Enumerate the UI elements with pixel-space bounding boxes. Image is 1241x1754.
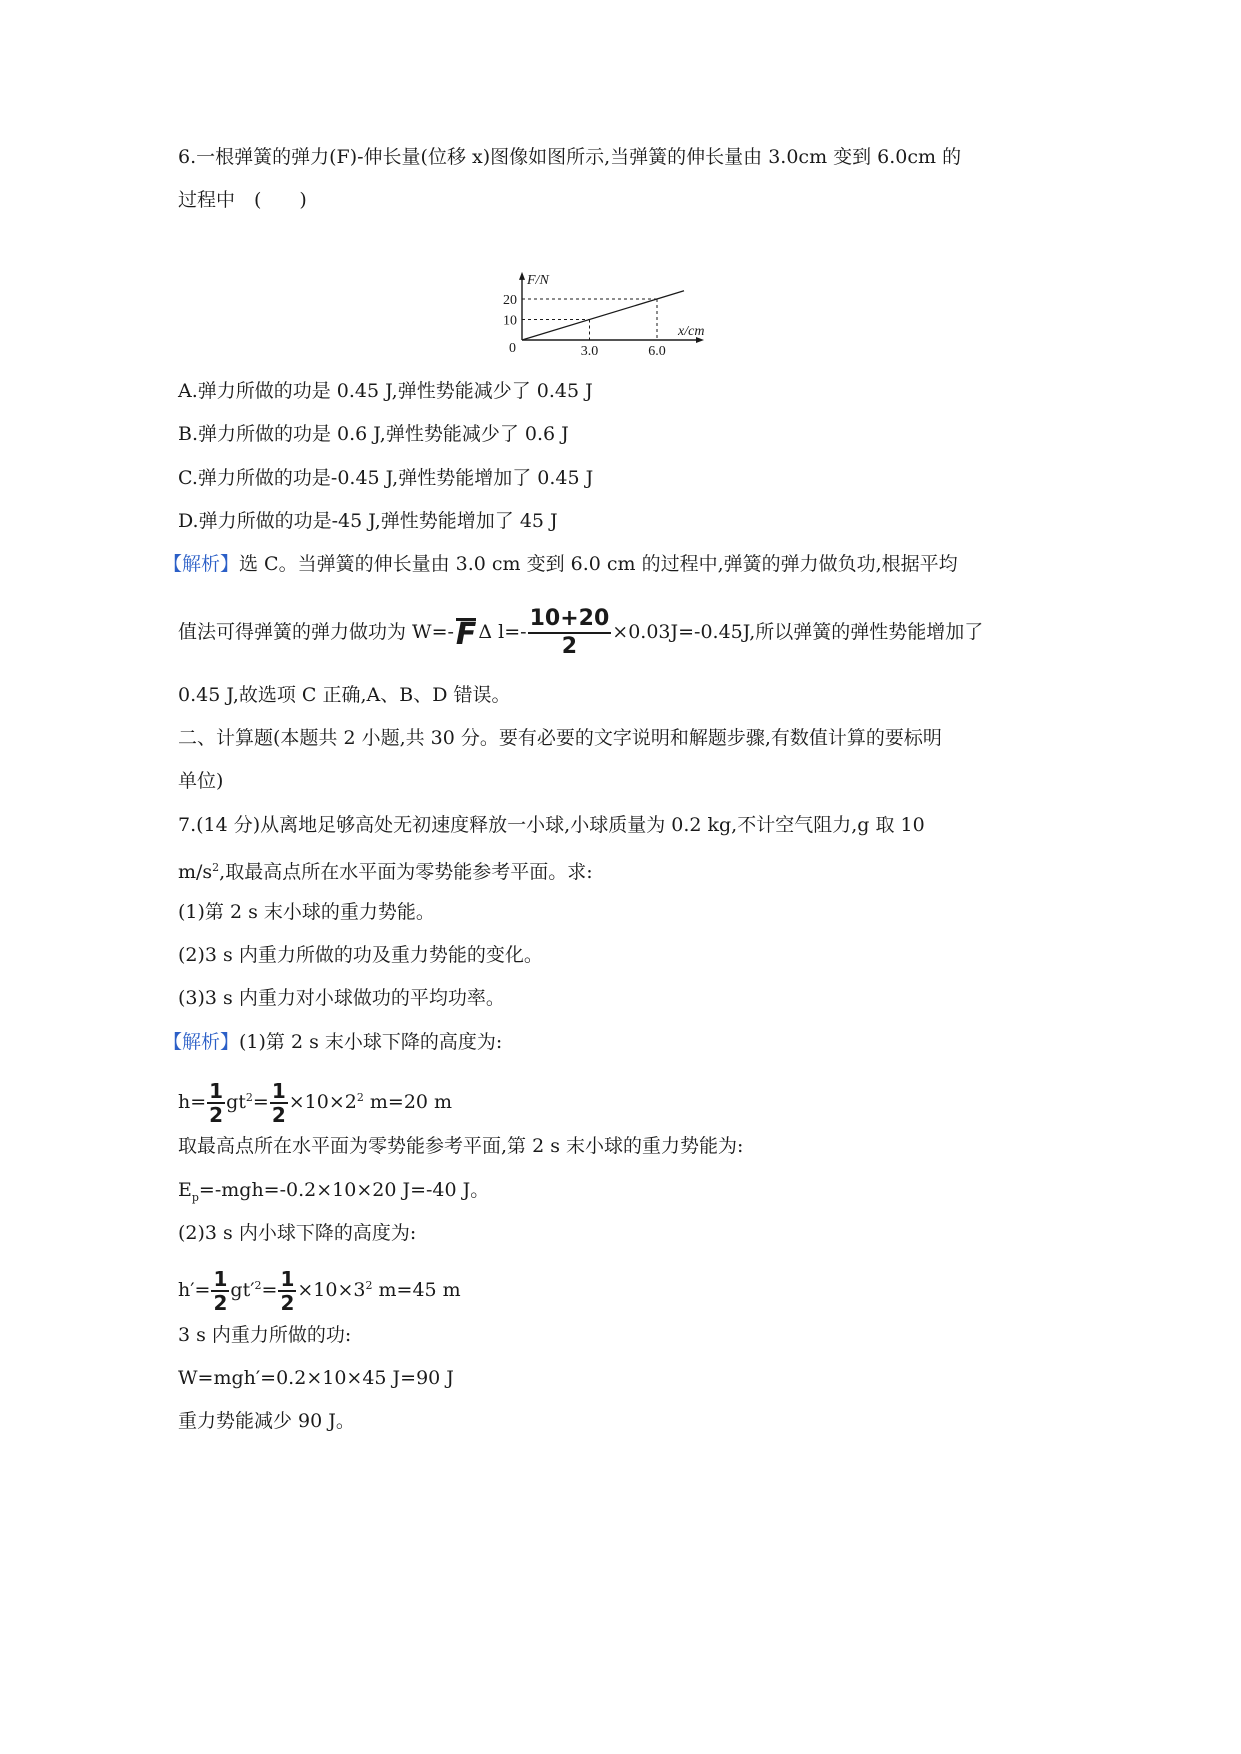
stem-text: m/s <box>178 861 213 883</box>
fraction-numerator: 1 <box>209 1079 224 1103</box>
q7-stem-line2 <box>178 855 593 885</box>
subscript: p <box>191 1190 199 1204</box>
section2-heading-line2: 单位) <box>178 770 224 792</box>
fraction-half <box>207 1080 225 1126</box>
y-tick-label: 20 <box>503 293 517 308</box>
eq-text: m=45 m <box>372 1279 461 1301</box>
superscript: 2 <box>245 1091 253 1104</box>
fraction-half <box>270 1080 288 1126</box>
eq-text: E <box>178 1179 192 1201</box>
x-tick-label: 6.0 <box>648 344 666 359</box>
q7-equation-ep <box>178 1177 489 1211</box>
eq-text: h= <box>178 1091 207 1113</box>
eq-text: = <box>252 1091 269 1113</box>
analysis-tag: 【解析】 <box>163 1031 240 1053</box>
stem-text: ,取最高点所在水平面为零势能参考平面。求: <box>219 861 593 883</box>
x-axis-label: x/cm <box>678 324 705 339</box>
analysis-text: 值法可得弹簧的弹力做功为 W=- <box>178 621 454 643</box>
q6-option-c[interactable]: C.弹力所做的功是-0.45 J,弹性势能增加了 0.45 J <box>178 467 594 489</box>
eq-text: = <box>261 1279 278 1301</box>
y-axis-arrow <box>519 272 525 280</box>
fraction-denominator: 2 <box>209 1103 224 1127</box>
q7-equation-h <box>178 1070 452 1130</box>
q7-equation-w: W=mgh′=0.2×10×45 J=90 J <box>178 1367 454 1389</box>
fraction <box>528 606 612 660</box>
superscript: 2 <box>365 1279 373 1292</box>
fraction-half <box>211 1268 229 1314</box>
fraction-denominator: 2 <box>213 1291 228 1315</box>
analysis-text: Δ l=- <box>478 621 527 643</box>
eq-text: gt′ <box>230 1279 255 1301</box>
superscript: 2 <box>356 1091 364 1104</box>
average-force-symbol: F <box>455 616 477 652</box>
analysis-text: (1)第 2 s 末小球下降的高度为: <box>239 1031 503 1053</box>
q7-analysis-line5: 重力势能减少 90 J。 <box>178 1410 355 1432</box>
q7-analysis-line4: 3 s 内重力所做的功: <box>178 1324 352 1346</box>
q6-option-d[interactable]: D.弹力所做的功是-45 J,弹性势能增加了 45 J <box>178 510 558 532</box>
x-tick-label: 3.0 <box>580 344 599 359</box>
fraction-numerator: 10+20 <box>528 606 612 634</box>
q7-sub3: (3)3 s 内重力对小球做功的平均功率。 <box>178 987 505 1009</box>
fraction-half <box>278 1268 296 1314</box>
q7-sub1: (1)第 2 s 末小球的重力势能。 <box>178 901 435 923</box>
eq-text: ×10×2 <box>288 1091 357 1113</box>
q6-analysis-line1 <box>163 551 958 577</box>
analysis-text: 选 C。当弹簧的伸长量由 3.0 cm 变到 6.0 cm 的过程中,弹簧的弹力做负功,根据平均 <box>239 553 958 575</box>
eq-text: m=20 m <box>363 1091 453 1113</box>
q7-sub2: (2)3 s 内重力所做的功及重力势能的变化。 <box>178 944 543 966</box>
q6-stem-line1: 6.一根弹簧的弹力(F)-伸长量(位移 x)图像如图所示,当弹簧的伸长量由 3.0cm 变到 6.0cm 的 <box>178 146 962 168</box>
fraction-denominator: 2 <box>271 1103 286 1127</box>
q7-analysis-line2: 取最高点所在水平面为零势能参考平面,第 2 s 末小球的重力势能为: <box>178 1135 744 1157</box>
q6-stem-line2: 过程中 ( ) <box>178 189 307 211</box>
q6-analysis-line2 <box>178 604 983 660</box>
superscript: 2 <box>254 1279 262 1292</box>
q6-analysis-line3: 0.45 J,故选项 C 正确,A、B、D 错误。 <box>178 684 511 706</box>
q7-analysis-line1 <box>163 1029 502 1055</box>
fraction-numerator: 1 <box>213 1267 228 1291</box>
series-line <box>522 291 684 340</box>
analysis-text: ×0.03J=-0.45J,所以弹簧的弹性势能增加了 <box>612 621 984 643</box>
q7-equation-h-prime <box>178 1258 461 1318</box>
q7-analysis-line3: (2)3 s 内小球下降的高度为: <box>178 1222 417 1244</box>
superscript: 2 <box>212 861 220 874</box>
q6-option-b[interactable]: B.弹力所做的功是 0.6 J,弹性势能减少了 0.6 J <box>178 423 569 445</box>
eq-text: =-mgh=-0.2×10×20 J=-40 J。 <box>198 1179 490 1201</box>
fraction-numerator: 1 <box>271 1079 286 1103</box>
analysis-tag: 【解析】 <box>163 553 240 575</box>
eq-text: ×10×3 <box>297 1279 366 1301</box>
fraction-denominator: 2 <box>561 634 578 659</box>
fraction-numerator: 1 <box>280 1267 295 1291</box>
eq-text: gt <box>226 1091 246 1113</box>
y-tick-label: 10 <box>503 313 517 329</box>
eq-text: h′= <box>178 1279 211 1301</box>
fraction-denominator: 2 <box>280 1291 295 1315</box>
y-axis-label: F/N <box>527 272 549 288</box>
section2-heading-line1: 二、计算题(本题共 2 小题,共 30 分。要有必要的文字说明和解题步骤,有数值计算的要标明 <box>178 727 942 749</box>
origin-label: 0 <box>509 341 516 356</box>
q6-option-a[interactable]: A.弹力所做的功是 0.45 J,弹性势能减少了 0.45 J <box>178 380 593 402</box>
q7-stem-line1: 7.(14 分)从离地足够高处无初速度释放一小球,小球质量为 0.2 kg,不计空气阻力,g 取 10 <box>178 814 925 836</box>
